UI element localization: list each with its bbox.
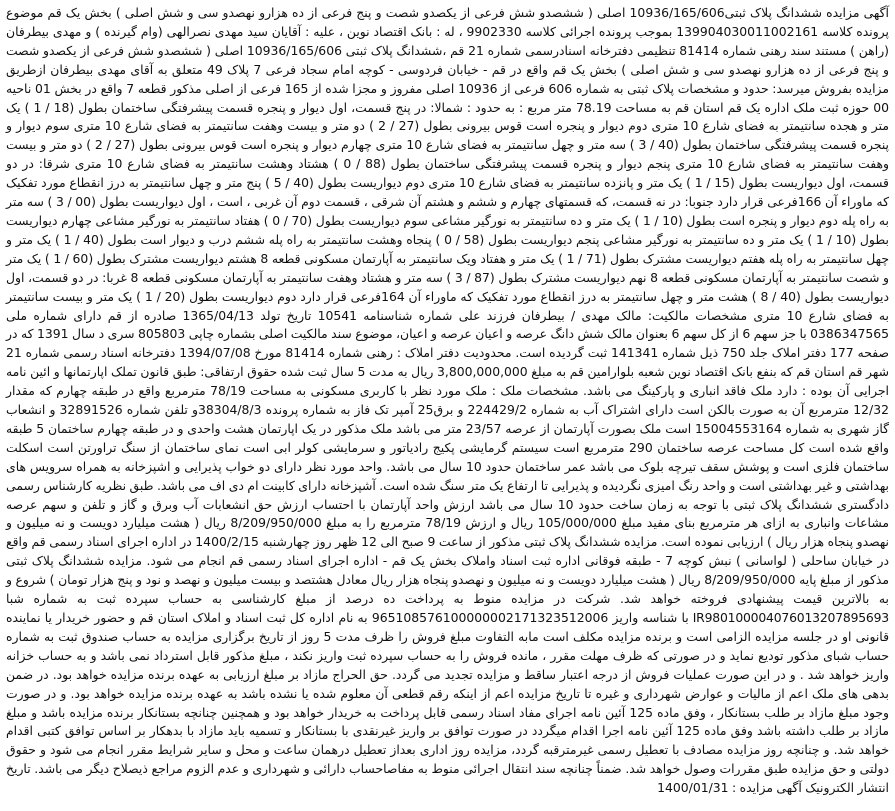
auction-notice-text: آگهی مزایده ششدانگ پلاک ثبتی10936/165/606 اصلی ( ششصدو شش فرعی از یکصدو شصت و پنج فرعی از ده هزارو نهصدو سی و شش اصلی ) بخش یک قم موضوع پرونده کلاسه 139904030011002161 بموجب پرونده اجرائی کلاسه 9902330 ، له : بانک اقتصاد نوین ، علیه : آقایان سید مهدی نصرالهی (وام گیرنده ) و مهدی بیطرفان (راهن ) مستند سند رهنی شماره 81414 تنظیمی دفترخانه اسنادرسمی شماره 21 قم ،ششدانگ پلاک ثبتی 10936/165/606 اصلی ( ششصدو شش فرعی از یکصدو شصت و پنج فرعی از ده هزارو نهصدو سی و شش اصلی ) بخش یک قم واقع در قم - خیابان فردوسی - کوچه امام سجاد فرعی 7 پلاک 49 متعلق به آقای مهدی بیطرفان ازطریق مزایده بفروش میرسد: حدود و مشخصات پلاک ثبتی به شماره 606 فرعی از 10936 اصلی مفروز و مجزا شده از 165 فرعی از اصلی مذکور قطعه 7 واقع در بخش 01 ناحیه 00 حوزه ثبت ملک اداره یک قم استان قم به مساحت 78.19 متر مربع : به حدود : شمالا: در پنج قسمت، اول دیوار و پنجره قسمت پیشرفتگی ساختمان بطول (18 / 1 ) یک متر و هجده سانتیمتر به فضای شارع 10 متری دوم دیوار و پنجره است قوس بیرونی بطول (27 / 2 ) دو متر و بیست وهفت سانتیمتر به فضای شارع 10 متری سوم دیوار و پنجره قسمت پیشرفتگی ساختمان بطول (40 / 3 ) سه متر و چهل سانتیمتر به فضای شارع 10 متری چهارم دیوار و پنجره است قوس بیرونی بطول (27 / 2 ) دو متر و بیست وهفت سانتیمتر به فضای شارع 10 متری پنجم دیوار و پنجره قسمت پیشرفتگی ساختمان بطول (88 / 0 ) هشتاد وهشت سانتیمتر به فضای شارع 10 متری شرقا: در دو قسمت، اول دیواریست بطول (15 / 1 ) یک متر و پانزده سانتیمتر به فضای شارع 10 متری دوم دیواریست بطول (40 / 5 ) پنج متر و چهل سانتیمتر به درز انقطاع مورد تفکیک که ماوراء آن 166فرعی قرار دارد جنوبا: در نه قسمت، که قسمتهای چهارم و ششم و هشتم آن شرقی ، قسمت دوم آن غربی ، است ، اول دیواریست بطول (00 / 3 ) سه متر به راه پله دوم دیوار و پنجره است بطول (10 / 1 ) یک متر و ده سانتیمتر به نورگیر مشاعی سوم دیواریست بطول (70 / 0 ) هفتاد سانتیمتر به نورگیر مشاعی چهارم دیواریست بطول (10 / 1 ) یک متر و ده سانتیمتر به نورگیر مشاعی پنجم دیواریست بطول (58 / 0 ) پنجاه وهشت سانتیمتر به راه پله ششم درب و دیوار است بطول (40 / 1 ) یک متر و چهل سانتیمتر به راه پله هفتم دیواریست مشترک بطول (71 / 1 ) یک متر و هفتاد ویک سانتیمتر به آپارتمان مسکونی قطعه 8 هشتم دیواریست مشترک بطول (60 / 1 ) یک متر و شصت سانتیمتر به آپارتمان مسکونی قطعه 8 نهم دیواریست مشترک بطول (87 / 3 ) سه متر و هشتاد وهفت سانتیمتر به آپارتمان مسکونی قطعه 8 غربا: در دو قسمت، اول دیواریست بطول (40 / 8 ) هشت متر و چهل سانتیمتر به درز انقطاع مورد تفکیک که ماوراء آن 164فرعی قرار دارد دوم دیواریست بطول (20 / 1 ) یک متر و بیست سانتیمتر به فضای شارع 10 متری مشخصات مالکیت: مالک مهدی / بیطرفان فرزند علی شماره شناسنامه 10541 تاریخ تولد 1365/04/13 صادره از قم دارای شماره ملی 0386347565 با جز سهم 6 از کل سهم 6 بعنوان مالک شش دانگ عرصه و اعیان عرصه و اعیان، موضوع سند مالکیت اصلی بشماره چاپی 805803 سری د سال 1391 که در صفحه 177 دفتر املاک جلد 750 ذیل شماره 141341 ثبت گردیده است. محدودیت دفتر املاک : رهنی شماره 81414 مورخ 1394/07/08 دفترخانه اسناد رسمی شماره 21 شهر قم استان قم که بنفع بانک اقتصاد نوین شعبه بلوارامین قم به مبلغ 3,800,000,000 ریال به مدت 5 سال ثبت شده حقوق ارتفاقی: طبق قانون تملک اپارتمانها و ائین نامه اجرایی آن بوده : دارد ملک فاقد انباری و پارکینگ می باشد. مشخصات ملک : ملک مورد نظر با کاربری مسکونی به مساحت 78/19 مترمربع واقع در طبقه چهارم که مقدار 12/32 مترمربع آن به صورت بالکن است دارای اشتراک آب به شماره 224429/2 و برق25 آمپر تک فاز به شماره پرونده 38304/8/3و تلفن شماره 32891526 و انشعاب گاز شهری به شماره 15004553164 است ملک بصورت آپارتمان از عرصه 23/57 متر می باشد ملک مذکور در یک اپارتمان هشت واحدی و در طبقه چهارم ساختمان 5 طبقه واقع شده است کل مساحت عرصه ساختمان 290 مترمربع است سیستم گرمایشی پکیج رادیاتور و سرمایشی کولر ابی است نمای ساختمان از سنگ تراورتن است اسکلت ساختمان فلزی است و پوشش سقف تیرچه بلوک می باشد عمر ساختمان حدود 10 سال می باشد. واحد مورد نظر دارای دو خواب پذیرایی و اشپزخانه به همراه سرویس های بهداشتی و غیر بهداشتی است و واحد رنگ امیزی نگردیده و پذیرایی تا ارتفاع یک متر سنگ شده است. آشپزخانه دارای کابینت ام دی اف می باشد. طبق نظریه کارشناس رسمی دادگستری ششدانگ پلاک ثبتی با توجه به زمان ساخت حدود 10 سال می باشد ارزش واحد آپارتمان با احتساب ارزش حق انشعابات آب وبرق و گاز و تلفن و سهم عرصه مشاعات وانباری به ازای هر مترمربع بنای مفید مبلغ 105/000/000 ریال و ارزش 78/19 مترمربع را به مبلغ 8/209/950/000 ریال ( هشت میلیارد دویست و نه میلیون و نهصدو پنجاه هزار ریال ) ارزیابی نموده است. مزایده ششدانگ پلاک ثبتی مذکور از ساعت 9 صبح الی 12 ظهر روز چهارشنبه 1400/2/15 در اداره اجرای اسناد رسمی قم واقع در خیابان ساحلی ( لواسانی ) نبش کوچه 7 - طبقه فوقانی اداره ثبت اسناد واملاک بخش یک قم - اداره اجرای اسناد رسمی قم انجام می شود. مزایده ششدانگ پلاک ثبتی مذکور از مبلغ پایه 8/209/950/000 ریال ( هشت میلیارد دویست و نه میلیون و نهصدو پنجاه هزار ریال معادل هشتصد و بیست میلیون و نهصد و نود و پنج هزار تومان ) شروع و به بالاترین قیمت پیشنهادی فروخته خواهد شد. شرکت در مزایده منوط به پرداخت ده درصد از مبلغ کارشناسی به حساب سپرده ثبت به شماره شبا IR980100004076013207895693 با شناسه واریز 965108576100000002171323512006 به نام اداره کل ثبت اسناد و املاک استان قم و حضور خریدار یا نماینده قانونی او در جلسه مزایده الزامی است و برنده مزایده مکلف است مابه التفاوت مبلغ فروش را ظرف مدت 5 روز از تاریخ برگزاری مزایده به حساب صندوق ثبت به شماره حساب شبای مذکور تودیع نماید و در صورتی که ظرف مهلت مقرر ، مانده فروش را به حساب سپرده ثبت واریز نکند ، مبلغ مذکور قابل استرداد نمی باشد و به حساب خزانه واریز خواهد شد . و در این صورت عملیات فروش از درجه اعتبار ساقط و مزایده تجدید می گردد. حق الحراج مازاد بر مبلغ ارزیابی به عهده برنده مزایده خواهد بود. در ضمن بدهی های ملک اعم از مالیات و عوارض شهرداری و غیره تا تاریخ مزایده اعم از اینکه رقم قطعی آن معلوم شده یا نشده باشد به عهده برنده مزایده خواهد بود. و در صورت وجود مبلغ مازاد بر طلب بستانکار ، وفق ماده 125 آئین نامه اجرای مفاد اسناد رسمی قابل پرداخت به خریدار خواهد بود و همچنین چنانچه بستانکار برنده مزایده باشد و مبلغ مازاد بر طلب داشته باشد وفق ماده 125 آئین نامه اجرا اقدام میگردد در صورت توافق بر واریز غیرنقدی با بستانکار و تسمیه باید مازاد با بدهکار بر اساس توافق کتبی اقدام خواهد شد. و چنانچه روز مزایده مصادف با تعطیل رسمی غیرمترقبه گردد، مزایده روز اداری بعداز تعطیل درهمان ساعت و محل و سایر شرایط مقرر انجام می شود و حقوق دولتی و حق مزایده طبق مقررات وصول خواهد شد. ضمناً چنانچه سند انتقال اجرائی منوط به مفاصاحساب دارائی و شهرداری و عدم الزوم مراجع ذیصلاح دیگر می باشد. تاریخ انتشار الکترونیک آگهی مزایده : 1400/01/31 — [6, 5, 890, 796]
